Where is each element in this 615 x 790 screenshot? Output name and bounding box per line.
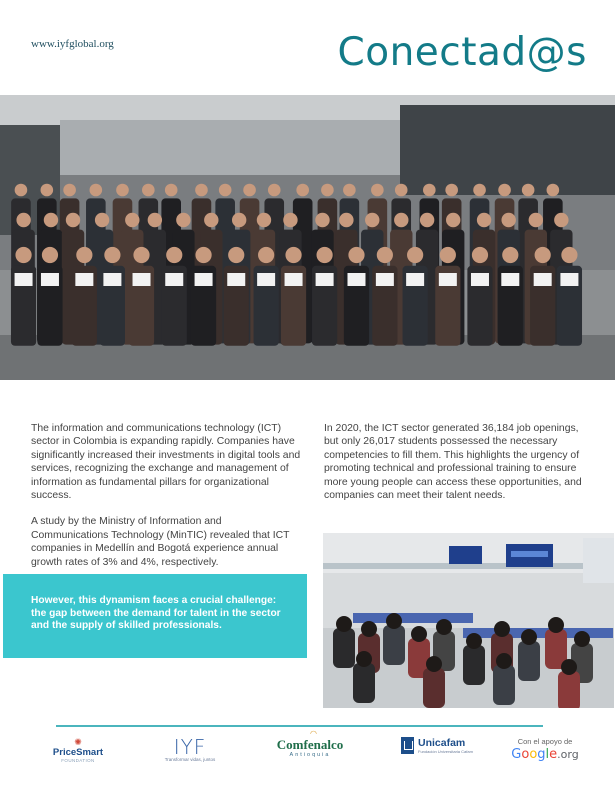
crowd-person-head xyxy=(285,247,301,263)
crowd-certificate xyxy=(347,273,365,286)
student-head xyxy=(386,613,402,629)
crowd-person-head xyxy=(41,184,54,197)
crowd-certificate xyxy=(133,273,151,286)
crowd-certificate xyxy=(316,273,334,286)
crowd-certificate xyxy=(534,273,552,286)
crowd-person-head xyxy=(15,247,31,263)
crowd-person-head xyxy=(15,184,28,197)
student-head xyxy=(548,617,564,633)
crowd-person-head xyxy=(561,247,577,263)
crowd-certificate xyxy=(15,273,33,286)
crowd-person-head xyxy=(228,247,244,263)
pricesmart-star-icon: ✺ xyxy=(74,737,82,747)
crowd-certificate xyxy=(165,273,183,286)
comfenalco-sun-icon: ◠ xyxy=(310,729,317,738)
crowd-person-head xyxy=(502,247,518,263)
unicafam-sub: Fundación Universitaria Cafam xyxy=(418,748,473,754)
crowd-person-head xyxy=(133,247,149,263)
student-head xyxy=(561,659,577,675)
crowd-person-head xyxy=(501,213,515,227)
crowd-person-head xyxy=(166,247,182,263)
footer-divider xyxy=(56,725,543,727)
crowd-person-head xyxy=(195,184,208,197)
student-head xyxy=(336,616,352,632)
student-head xyxy=(496,653,512,669)
pricesmart-name: PriceSmart xyxy=(52,747,104,758)
crowd-person-head xyxy=(296,184,309,197)
crowd-person-head xyxy=(472,247,488,263)
partner-logos xyxy=(0,729,615,777)
crowd-person-head xyxy=(219,184,232,197)
crowd-person-head xyxy=(116,184,129,197)
crowd-certificate xyxy=(41,273,59,286)
crowd-person-head xyxy=(407,247,423,263)
crowd-person-head xyxy=(148,213,162,227)
crowd-person-head xyxy=(423,184,436,197)
intro-paragraph: The information and communications technology (ICT) sector in Colombia is expanding rapidly. Companies have significantly increased their investments in digital tools and services, recognizing the exchange and management of information as fundamental pillars for organizational success. xyxy=(31,423,301,502)
comfenalco-name: Comfenalco xyxy=(276,737,344,752)
crowd-person-head xyxy=(377,247,393,263)
hero-photo-graphic xyxy=(0,95,615,380)
student-head xyxy=(426,656,442,672)
crowd-person-head xyxy=(440,247,456,263)
crowd-person-head xyxy=(232,213,246,227)
crowd-person-head xyxy=(95,213,109,227)
crowd-person-head xyxy=(498,184,511,197)
mintic-paragraph: A study by the Ministry of Information and Communications Technology (MinTIC) revealed that ICT companies in Medellín and Bogotá experience annual growth rates of 3% and 4%, respectively. xyxy=(31,516,290,568)
crowd-person-head xyxy=(104,247,120,263)
classroom-photo xyxy=(323,533,614,708)
student-head xyxy=(574,631,590,647)
iyf-logo xyxy=(160,737,220,762)
crowd-person-head xyxy=(522,184,535,197)
crowd-person-head xyxy=(371,184,384,197)
crowd-person-head xyxy=(473,184,486,197)
crowd-certificate xyxy=(227,273,245,286)
right-text-column xyxy=(324,422,589,502)
crowd-person-head xyxy=(343,184,356,197)
student-body xyxy=(558,671,580,708)
crowd-certificate xyxy=(285,273,303,286)
left-text-column xyxy=(31,422,301,582)
page-title: Conectad@s xyxy=(337,30,587,75)
unicafam-logo xyxy=(401,737,473,754)
crowd-person-head xyxy=(535,247,551,263)
student-head xyxy=(466,633,482,649)
crowd-certificate xyxy=(560,273,578,286)
crowd-certificate xyxy=(257,273,275,286)
unicafam-row xyxy=(401,737,473,754)
crowd-person-head xyxy=(446,213,460,227)
crowd-person-head xyxy=(195,247,211,263)
student-body xyxy=(383,625,405,665)
student-body xyxy=(423,668,445,708)
crowd-person-head xyxy=(445,184,458,197)
crowd-person-head xyxy=(321,184,334,197)
crowd-person-head xyxy=(125,213,139,227)
unicafam-shield-icon xyxy=(401,737,414,754)
student-head xyxy=(494,621,510,637)
crowd-person-head xyxy=(317,247,333,263)
crowd-person-head xyxy=(395,184,408,197)
crowd-person-head xyxy=(42,247,58,263)
callout-text: However, this dynamism faces a crucial challenge: the gap between the demand for talent in the sector and the supply of skilled professionals. xyxy=(31,595,281,632)
crowd-person-head xyxy=(365,213,379,227)
student-head xyxy=(521,629,537,645)
crowd-person-head xyxy=(243,184,256,197)
unicafam-name: Unicafam xyxy=(418,736,466,749)
crowd-person-head xyxy=(66,213,80,227)
student-head xyxy=(436,619,452,635)
classroom-photo-graphic xyxy=(323,533,614,708)
crowd-person-head xyxy=(204,213,218,227)
crowd-person-head xyxy=(547,184,560,197)
crowd-person-head xyxy=(44,213,58,227)
callout-box xyxy=(3,574,307,658)
site-url[interactable]: www.iyfglobal.org xyxy=(31,38,114,50)
crowd-person-head xyxy=(315,213,329,227)
unicafam-text xyxy=(418,738,473,754)
iyf-tagline: Transformar vidas, juntos xyxy=(164,757,216,762)
crowd-certificate xyxy=(195,273,213,286)
crowd-person-head xyxy=(420,213,434,227)
crowd-person-head xyxy=(339,213,353,227)
crowd-person-head xyxy=(16,213,30,227)
pricesmart-logo xyxy=(48,737,108,763)
crowd-certificate xyxy=(439,273,457,286)
student-head xyxy=(361,621,377,637)
comfenalco-logo xyxy=(272,729,348,758)
iyf-name: IYF xyxy=(173,735,207,759)
crowd-person-head xyxy=(258,247,274,263)
crowd-certificate xyxy=(103,273,121,286)
crowd-person-head xyxy=(63,184,76,197)
student-head xyxy=(356,651,372,667)
google-org-logo xyxy=(510,737,580,762)
student-body xyxy=(463,645,485,685)
crowd-person-head xyxy=(394,213,408,227)
google-org-name: Google.org xyxy=(511,747,579,762)
crowd-person-head xyxy=(477,213,491,227)
crowd-person-head xyxy=(283,213,297,227)
crowd-person-head xyxy=(176,213,190,227)
crowd-person-head xyxy=(142,184,155,197)
crowd-person-head xyxy=(348,247,364,263)
student-body xyxy=(493,665,515,705)
crowd-person-head xyxy=(554,213,568,227)
crowd-person-head xyxy=(165,184,178,197)
hero-group-photo xyxy=(0,95,615,380)
google-support-label: Con el apoyo de xyxy=(517,737,573,746)
student-body xyxy=(353,663,375,703)
crowd-certificate xyxy=(471,273,489,286)
comfenalco-sub: Antioquia xyxy=(289,752,331,758)
crowd-person-head xyxy=(268,184,281,197)
pricesmart-sub: FOUNDATION xyxy=(61,758,95,763)
crowd-person-head xyxy=(529,213,543,227)
student-body xyxy=(518,641,540,681)
crowd-person-head xyxy=(76,247,92,263)
crowd-certificate xyxy=(406,273,424,286)
crowd-certificate xyxy=(75,273,93,286)
crowd-certificate xyxy=(501,273,519,286)
crowd-person-head xyxy=(90,184,103,197)
ict-jobs-paragraph: In 2020, the ICT sector generated 36,184 job openings, but only 26,017 students possessed the necessary competencies to fill them. This highlights the urgency of promoting technical and professional training to ensure more young people can access these opportunities, and companies can meet their talent needs. xyxy=(324,423,582,502)
student-body xyxy=(333,628,355,668)
crowd-person-head xyxy=(257,213,271,227)
crowd-certificate xyxy=(376,273,394,286)
student-head xyxy=(411,626,427,642)
